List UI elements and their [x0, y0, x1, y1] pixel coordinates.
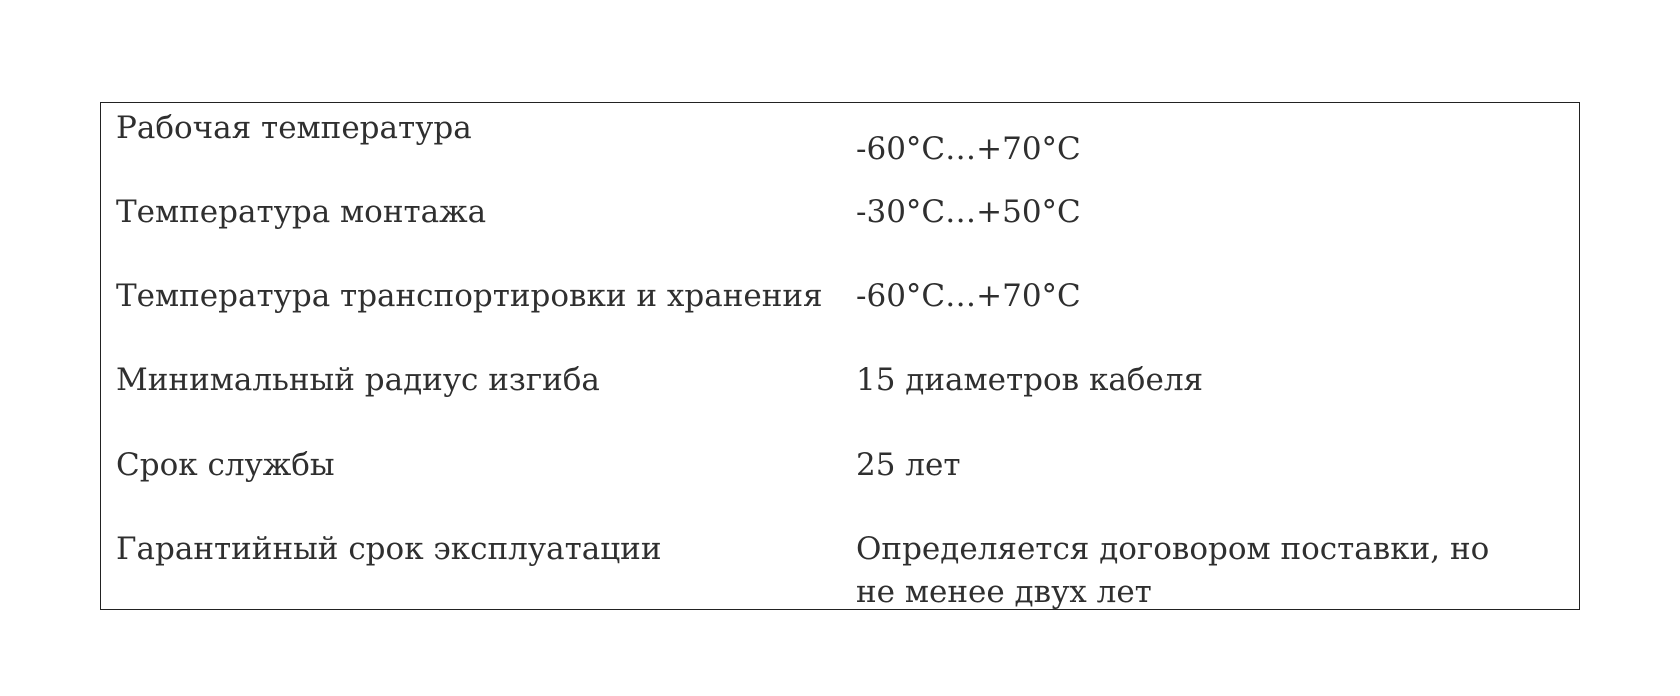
- row-label-operating-temperature: Рабочая температура: [116, 110, 472, 146]
- row-value-service-life: 25 лет: [856, 447, 961, 483]
- row-value-operating-temperature: -60°C…+70°C: [856, 131, 1081, 167]
- row-label-storage-temperature: Температура транспортировки и хранения: [116, 278, 823, 314]
- row-label-warranty: Гарантийный срок эксплуатации: [116, 531, 662, 567]
- row-value-storage-temperature: -60°C…+70°C: [856, 278, 1081, 314]
- specifications-table: [100, 102, 1580, 610]
- row-value-bend-radius: 15 диаметров кабеля: [856, 362, 1204, 398]
- row-value-warranty: Определяется договором поставки, но не менее двух лет: [856, 531, 1490, 610]
- row-label-installation-temperature: Температура монтажа: [116, 194, 487, 230]
- row-value-installation-temperature: -30°C…+50°C: [856, 194, 1081, 230]
- row-label-bend-radius: Минимальный радиус изгиба: [116, 362, 600, 398]
- row-label-service-life: Срок службы: [116, 447, 335, 483]
